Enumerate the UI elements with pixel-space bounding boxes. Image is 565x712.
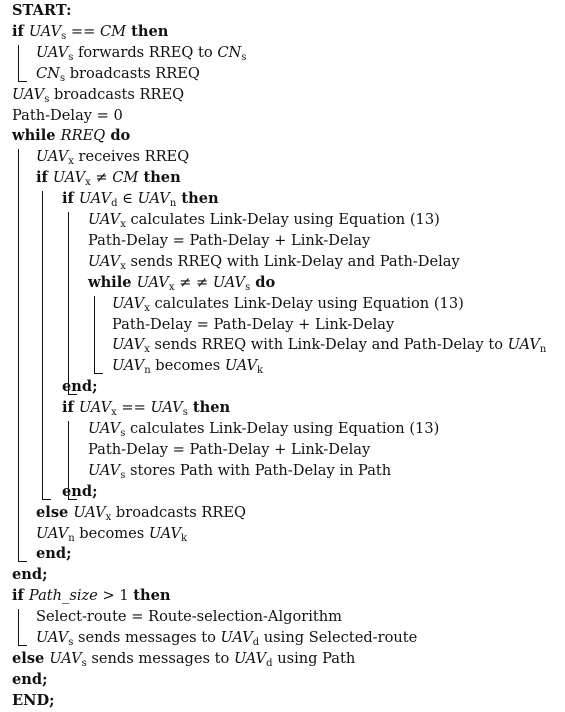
- math-subscript: s: [120, 469, 126, 481]
- line-text: stores Path with Path-Delay in Path: [125, 461, 392, 479]
- math-subscript: s: [120, 428, 126, 439]
- math-subscript: n: [68, 532, 75, 544]
- math-variable: UAV: [88, 420, 121, 437]
- math-variable: UAV: [507, 336, 540, 354]
- math-subscript: s: [182, 407, 188, 419]
- algorithm-line: [36, 524, 187, 545]
- algorithm-line: [88, 461, 391, 482]
- math-subscript: s: [245, 281, 251, 293]
- math-subscript: s: [241, 51, 247, 63]
- keyword: end;: [36, 545, 72, 563]
- math-subscript: x: [168, 281, 175, 293]
- math-variable: UAV: [220, 629, 253, 646]
- line-text: ≠: [90, 169, 113, 187]
- math-variable: UAV: [112, 357, 145, 375]
- math-variable: UAV: [224, 357, 258, 375]
- algorithm-line: [112, 294, 464, 315]
- math-subscript: x: [85, 177, 91, 189]
- math-subscript: s: [59, 72, 66, 84]
- line-text: broadcasts RREQ: [111, 503, 247, 521]
- algorithm-line: [12, 126, 130, 147]
- line-text: Path-Delay = 0: [12, 106, 123, 124]
- keyword: while: [88, 273, 137, 291]
- algorithm-line: [12, 649, 355, 670]
- math-subscript: d: [111, 198, 118, 210]
- algorithm-line: [88, 419, 439, 440]
- block-scope-bar: [18, 149, 27, 562]
- keyword: END;: [12, 691, 55, 709]
- line-text: sends messages to: [73, 629, 221, 646]
- math-variable: UAV: [52, 169, 86, 187]
- math-subscript: x: [111, 407, 117, 419]
- algorithm-line: [88, 210, 440, 231]
- block-scope-bar: [94, 296, 103, 375]
- math-variable: UAV: [88, 461, 121, 479]
- algorithm-line: [12, 565, 48, 586]
- math-variable: UAV: [28, 22, 62, 40]
- keyword: end;: [12, 670, 48, 688]
- math-subscript: k: [181, 532, 188, 544]
- algorithm-line: [36, 503, 246, 524]
- math-variable: UAV: [36, 524, 69, 542]
- keyword: while: [12, 127, 61, 145]
- algorithm-line: [36, 628, 417, 649]
- math-variable: UAV: [137, 190, 170, 208]
- math-variable: UAV: [88, 211, 121, 228]
- algorithm-line: [12, 85, 184, 106]
- math-subscript: s: [61, 30, 67, 42]
- line-text: ==: [116, 399, 151, 417]
- line-text: broadcasts RREQ: [65, 64, 200, 82]
- math-subscript: n: [169, 198, 177, 210]
- line-text: calculates Link-Delay using Equation (13): [125, 211, 440, 228]
- keyword: then: [133, 587, 171, 605]
- algorithm-line: [12, 22, 168, 43]
- math-subscript: x: [68, 156, 74, 168]
- math-variable: UAV: [73, 503, 106, 521]
- line-text: ==: [66, 22, 100, 40]
- math-variable: UAV: [36, 43, 69, 61]
- block-scope-bar: [18, 609, 27, 646]
- block-scope-bar: [18, 45, 27, 82]
- algorithm-line: [12, 691, 55, 712]
- keyword: if: [62, 399, 79, 417]
- algorithm-line: [36, 168, 181, 189]
- math-variable: UAV: [212, 273, 246, 291]
- keyword: do: [250, 273, 276, 291]
- algorithm-line: [36, 607, 342, 628]
- math-subscript: x: [120, 260, 126, 272]
- algorithm-line: [36, 64, 200, 85]
- math-variable: UAV: [150, 399, 183, 417]
- block-scope-bar: [42, 191, 51, 500]
- keyword: do: [105, 127, 131, 145]
- line-text: becomes: [150, 357, 225, 375]
- math-variable: UAV: [233, 649, 267, 667]
- line-text: using Path: [272, 649, 356, 667]
- algorithm-line: [62, 189, 219, 210]
- math-variable: CM: [112, 169, 139, 187]
- algorithm-line: [12, 106, 123, 127]
- keyword: if: [36, 169, 53, 187]
- algorithm-line: [88, 231, 370, 252]
- algorithm-line: [12, 670, 48, 691]
- algorithm-line: [88, 252, 460, 273]
- keyword: then: [187, 399, 231, 417]
- line-text: Path-Delay = Path-Delay + Link-Delay: [88, 440, 371, 458]
- line-text: sends messages to: [86, 649, 234, 667]
- math-variable: RREQ: [60, 127, 106, 145]
- keyword: then: [138, 169, 181, 187]
- math-variable: UAV: [78, 190, 112, 208]
- math-variable: CN: [36, 64, 60, 82]
- math-variable: CN: [217, 43, 242, 61]
- algorithm-line: [112, 315, 394, 336]
- algorithm-line: [88, 440, 370, 461]
- line-text: receives RREQ: [73, 148, 190, 166]
- math-variable: UAV: [112, 336, 145, 354]
- line-text: forwards RREQ to: [73, 43, 218, 61]
- line-text: using Selected-route: [259, 629, 418, 646]
- keyword: else: [12, 649, 50, 667]
- math-subscript: d: [252, 637, 260, 648]
- algorithm-line: [112, 335, 546, 356]
- math-variable: Path_size: [28, 587, 98, 605]
- math-variable: UAV: [136, 273, 169, 291]
- math-subscript: d: [266, 657, 273, 669]
- line-text: ≠ ≠: [174, 273, 213, 291]
- math-subscript: s: [81, 657, 87, 669]
- math-subscript: k: [257, 365, 264, 377]
- keyword: START:: [12, 2, 72, 19]
- line-text: calculates Link-Delay using Equation (13): [149, 294, 464, 312]
- algorithm-line: [36, 544, 72, 565]
- keyword: if: [62, 190, 79, 208]
- math-variable: UAV: [78, 399, 112, 417]
- math-variable: UAV: [148, 524, 182, 542]
- block-scope-bar: [68, 421, 77, 500]
- algorithm-line: [62, 398, 230, 419]
- keyword: then: [176, 190, 219, 208]
- math-subscript: x: [144, 344, 150, 356]
- keyword: if: [12, 22, 29, 40]
- line-text: ∈: [117, 190, 138, 208]
- keyword: end;: [12, 566, 48, 584]
- algorithm-line: [12, 586, 171, 607]
- math-subscript: s: [68, 637, 74, 648]
- keyword: end;: [62, 378, 98, 396]
- line-text: calculates Link-Delay using Equation (13): [125, 420, 440, 437]
- line-text: Path-Delay = Path-Delay + Link-Delay: [112, 315, 395, 333]
- line-text: broadcasts RREQ: [49, 85, 185, 103]
- algorithm-line: [112, 356, 263, 377]
- math-subscript: n: [144, 365, 151, 377]
- math-subscript: x: [144, 302, 150, 314]
- math-subscript: x: [120, 219, 126, 230]
- algorithm-line: [88, 273, 275, 294]
- math-variable: CM: [99, 22, 127, 40]
- math-subscript: s: [44, 93, 50, 105]
- block-scope-bar: [68, 212, 77, 395]
- math-variable: UAV: [49, 649, 82, 667]
- algorithm-line: [36, 43, 246, 64]
- line-text: becomes: [74, 524, 149, 542]
- math-variable: UAV: [88, 252, 121, 270]
- algorithm-line: [12, 1, 72, 22]
- math-subscript: x: [105, 511, 112, 523]
- line-text: sends RREQ with Link-Delay and Path-Delay: [125, 252, 460, 270]
- math-subscript: n: [539, 344, 547, 356]
- keyword: then: [126, 22, 169, 40]
- algorithm-line: [36, 147, 189, 168]
- math-subscript: s: [68, 51, 74, 63]
- math-variable: UAV: [36, 148, 69, 166]
- line-text: Select-route = Route-selection-Algorithm: [36, 608, 343, 626]
- math-variable: UAV: [112, 294, 145, 312]
- line-text: > 1: [97, 587, 134, 605]
- keyword: if: [12, 587, 29, 605]
- line-text: Path-Delay = Path-Delay + Link-Delay: [88, 231, 371, 249]
- keyword: end;: [62, 482, 98, 500]
- keyword: else: [36, 503, 74, 521]
- line-text: sends RREQ with Link-Delay and Path-Delay to: [149, 336, 508, 354]
- math-variable: UAV: [36, 629, 69, 646]
- math-variable: UAV: [12, 85, 45, 103]
